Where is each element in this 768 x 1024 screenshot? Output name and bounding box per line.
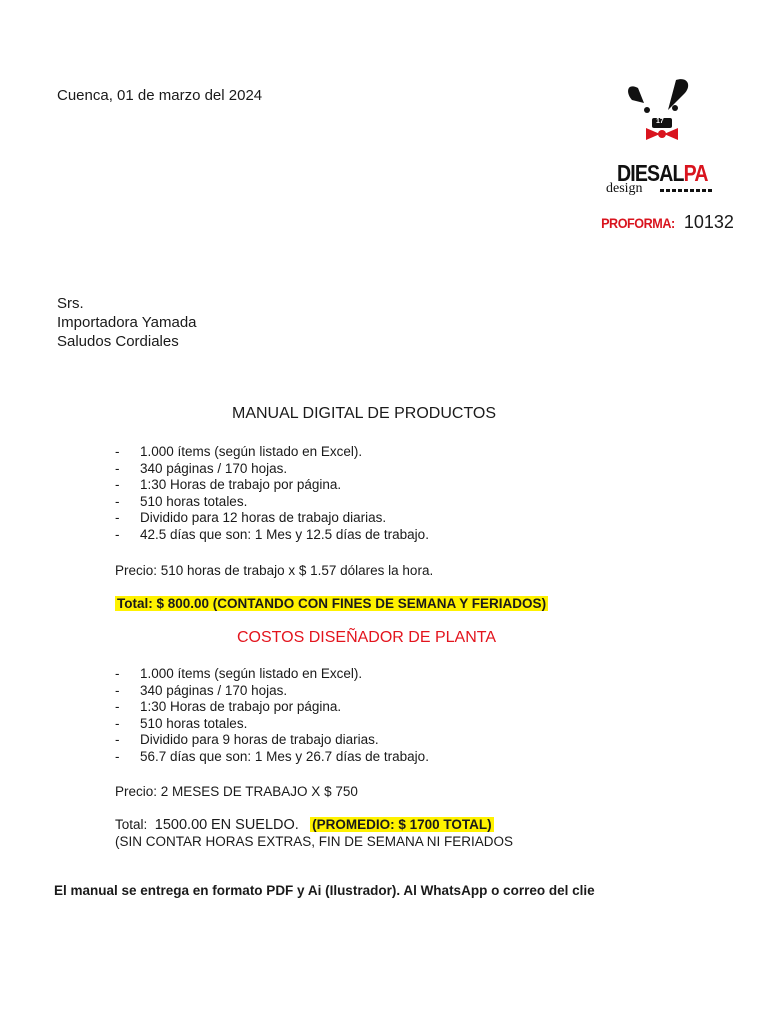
- logo-wordmark: DIESALPA: [617, 160, 708, 186]
- list-item: - 1:30 Horas de trabajo por página.: [115, 699, 429, 716]
- list-item: - 340 páginas / 170 hojas.: [115, 461, 429, 478]
- recipient-greeting: Saludos Cordiales: [57, 333, 179, 350]
- list-item: - Dividido para 9 horas de trabajo diarias.: [115, 732, 429, 749]
- proforma-label: PROFORMA:: [601, 215, 675, 231]
- manual-price: Precio: 510 horas de trabajo x $ 1.57 dólares la hora.: [115, 563, 434, 578]
- manual-items-list: [115, 444, 429, 543]
- list-item: - 56.7 días que son: 1 Mes y 26.7 días de trabajo.: [115, 749, 429, 766]
- proforma-number: 10132: [683, 212, 734, 232]
- designer-total: [115, 817, 494, 833]
- section-title-designer-costs: COSTOS DISEÑADOR DE PLANTA: [237, 629, 497, 646]
- list-item: - 510 horas totales.: [115, 494, 429, 511]
- list-item: - Dividido para 12 horas de trabajo diarias.: [115, 510, 429, 527]
- list-item: - 1:30 Horas de trabajo por página.: [115, 477, 429, 494]
- designer-price: Precio: 2 MESES DE TRABAJO X $ 750: [115, 784, 358, 799]
- recipient-salutation: Srs.: [57, 295, 84, 312]
- designer-total-amount: 1500.00: [154, 817, 208, 833]
- recipient-company: Importadora Yamada: [57, 314, 197, 331]
- list-item: - 340 páginas / 170 hojas.: [115, 683, 429, 700]
- logo-subtitle: design: [606, 181, 643, 196]
- proforma: [597, 212, 734, 233]
- delivery-note: El manual se entrega en formato PDF y Ai (Ilustrador). Al WhatsApp o correo del clie: [54, 883, 595, 898]
- list-item: - 1.000 ítems (según listado en Excel).: [115, 666, 429, 683]
- designer-average-total: (PROMEDIO: $ 1700 TOTAL): [312, 817, 492, 832]
- logo-badge: 17: [656, 118, 664, 125]
- list-item: - 42.5 días que son: 1 Mes y 12.5 días de trabajo.: [115, 527, 429, 544]
- designer-note: (SIN CONTAR HORAS EXTRAS, FIN DE SEMANA NI FERIADOS: [115, 834, 514, 849]
- section-title-manual: MANUAL DIGITAL DE PRODUCTOS: [232, 405, 497, 422]
- recipient-block: [57, 294, 197, 351]
- logo-dots-divider: [660, 189, 714, 192]
- designer-total-label: Total:: [115, 817, 148, 832]
- letter-date: Cuenca, 01 de marzo del 2024: [57, 87, 263, 104]
- list-item: - 1.000 ítems (según listado en Excel).: [115, 444, 429, 461]
- designer-total-suffix: EN SUELDO.: [210, 817, 299, 833]
- manual-total: Total: $ 800.00 (CONTANDO CON FINES DE SEMANA Y FERIADOS): [117, 596, 547, 611]
- designer-items-list: [115, 666, 429, 765]
- list-item: - 510 horas totales.: [115, 716, 429, 733]
